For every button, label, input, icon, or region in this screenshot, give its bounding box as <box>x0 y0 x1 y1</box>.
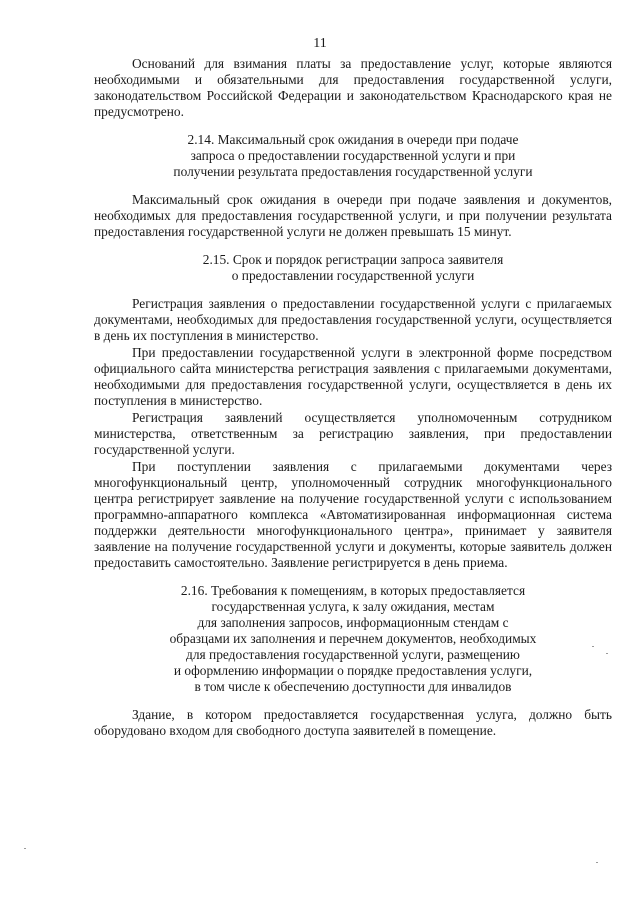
paragraph-building-entrance: Здание, в котором предоставляется государственная услуга, должно быть оборудовано входом для свободного доступа заявителей в помещение. <box>94 707 612 738</box>
heading-line: образцами их заполнения и перечнем документов, необходимых <box>169 631 537 646</box>
paragraph-registration: Регистрация заявления о предоставлении государственной услуги с прилагаемых документами, необходимых для предоставления государственной услуги, осуществляется в день их поступления в министерство. <box>94 296 612 343</box>
heading-line: 2.14. Максимальный срок ожидания в очереди при подаче <box>187 132 519 147</box>
heading-line: запроса о предоставлении государственной услуги и при <box>190 148 516 163</box>
heading-line: 2.15. Срок и порядок регистрации запроса заявителя <box>202 252 504 267</box>
heading-line: 2.16. Требования к помещениям, в которых предоставляется <box>180 583 526 598</box>
paragraph-registration-officer: Регистрация заявлений осуществляется уполномоченным сотрудником министерства, ответственным за регистрацию заявления, при предоставлении государственной услуги. <box>94 410 612 457</box>
document-body <box>94 56 612 739</box>
paragraph-electronic-registration: При предоставлении государственной услуги в электронной форме посредством официального сайта министерства регистрация заявления с прилагаемыми документами, необходимыми для предоставления государственной услуги, осуществляется в день их поступления в министерство. <box>94 345 612 408</box>
heading-line: для заполнения запросов, информационным стендам с <box>197 615 509 630</box>
scan-speck <box>596 862 598 863</box>
section-heading-2-14 <box>94 132 612 180</box>
page-number: 11 <box>313 36 327 51</box>
heading-line: о предоставлении государственной услуги <box>231 268 475 283</box>
section-heading-2-15 <box>94 252 612 284</box>
heading-line: и оформлению информации о порядке предоставления услуги, <box>173 663 533 678</box>
scan-speck <box>592 646 594 647</box>
paragraph-mfc-registration: При поступлении заявления с прилагаемыми документами через многофункциональный центр, уполномоченный сотрудник многофункционального центра регистрирует заявление на получение государственной услуги с использованием программно-аппаратного комплекса «Автоматизированная информационная система поддержки деятельности многофункционального центра», принимает у заявителя заявление на получение государственной услуги и документы, которые заявитель должен предоставить самостоятельно. Заявление регистрируется в день приема. <box>94 459 612 570</box>
heading-line: для предоставления государственной услуги, размещению <box>186 647 520 662</box>
scan-speck <box>24 848 26 849</box>
scan-speck <box>606 653 608 654</box>
heading-line: в том числе к обеспечению доступности для инвалидов <box>194 679 512 694</box>
paragraph-fees: Оснований для взимания платы за предоставление услуг, которые являются необходимыми и обязательными для предоставления государственной услуги, законодательством Российской Федерации и законодательством Краснодарского края не предусмотрено. <box>94 56 612 119</box>
heading-line: государственная услуга, к залу ожидания, местам <box>211 599 495 614</box>
heading-line: получении результата предоставления государственной услуги <box>173 164 533 179</box>
paragraph-waiting-time: Максимальный срок ожидания в очереди при подаче заявления и документов, необходимых для предоставления государственной услуги, и при получении результата предоставления государственной услуги не должен превышать 15 минут. <box>94 192 612 239</box>
section-heading-2-16 <box>94 583 612 695</box>
